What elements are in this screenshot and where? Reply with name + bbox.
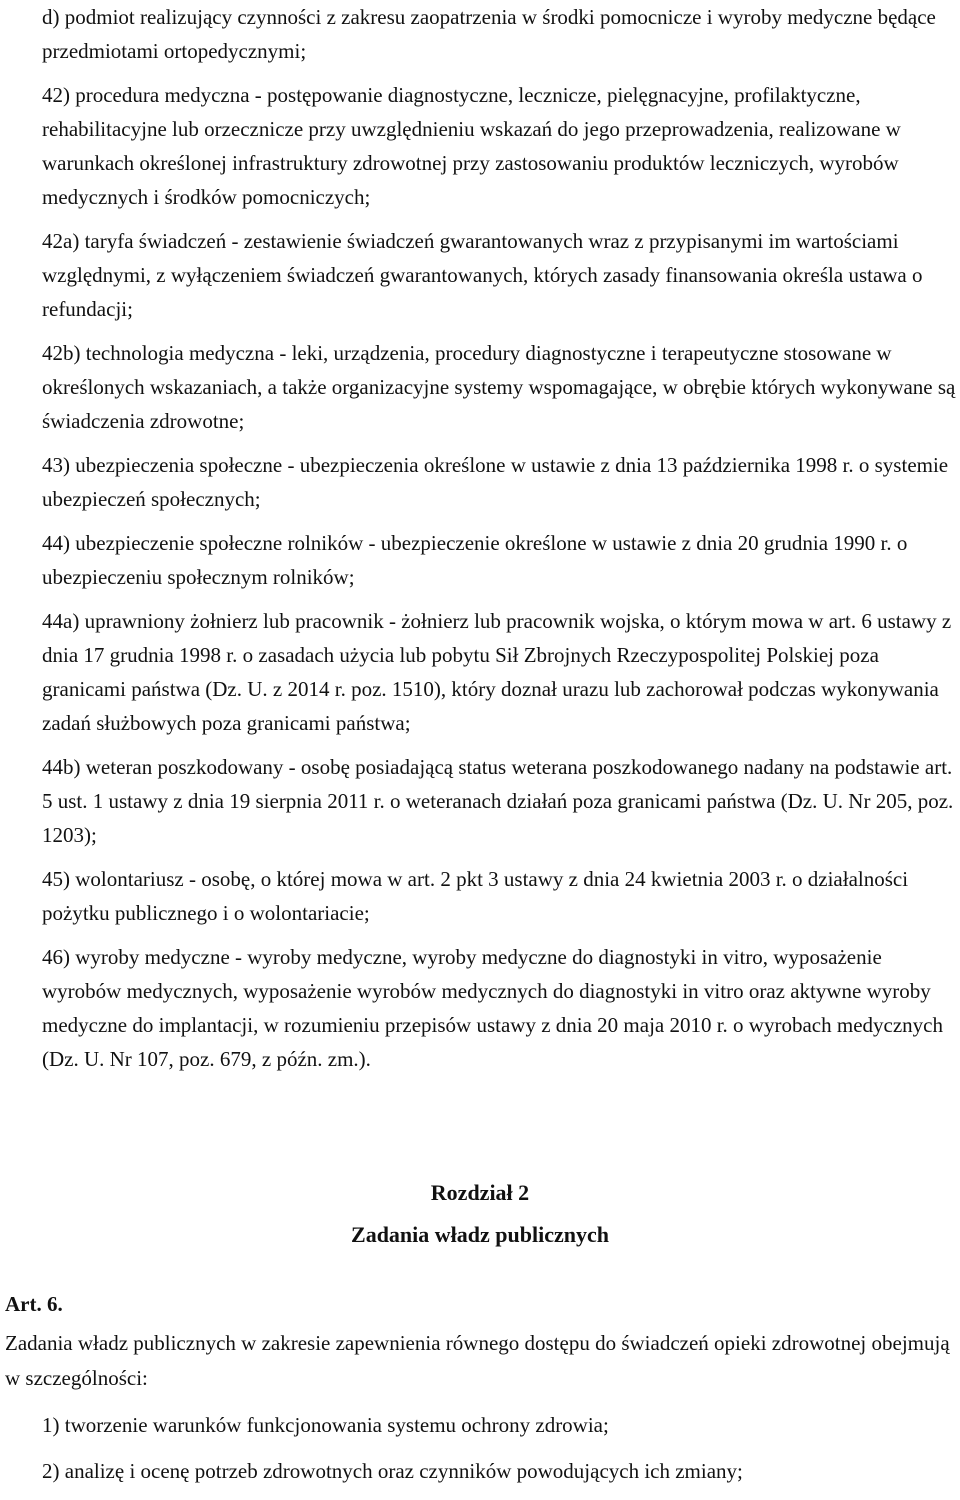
definitions-list xyxy=(42,0,957,1086)
definition-item-44b: 44b) weteran poszkodowany - osobę posiadającą status weterana poszkodowanego nadany na podstawie art. 5 ust. 1 ustawy z dnia 19 sierpnia 2011 r. o weteranach działań poza granicami państwa (Dz. U. Nr 205, poz. 1203); xyxy=(42,755,954,847)
definition-item-d: d) podmiot realizujący czynności z zakresu zaopatrzenia w środki pomocnicze i wyroby medyczne będące przedmiotami ortopedycznymi; xyxy=(42,5,936,63)
definition-item-45: 45) wolontariusz - osobę, o której mowa w art. 2 pkt 3 ustawy z dnia 24 kwietnia 2003 r. o działalności pożytku publicznego i o wolontariacie; xyxy=(42,867,909,925)
chapter-title: Zadania władz publicznych xyxy=(351,1222,609,1247)
article-item-2: 2) analizę i ocenę potrzeb zdrowotnych oraz czynników powodujących ich zmiany; xyxy=(42,1459,743,1483)
definition-item-42: 42) procedura medyczna - postępowanie diagnostyczne, lecznicze, pielęgnacyjne, profilaktyczne, rehabilitacyjne lub orzecznicze przy uwzględnieniu wskazań do jego przeprowadzenia, realizowane w warunkach określonej infrastruktury zdrowotnej przy zastosowaniu produktów leczniczych, wyrobów medycznych i środków pomocniczych; xyxy=(42,83,901,209)
definition-item-42a: 42a) taryfa świadczeń - zestawienie świadczeń gwarantowanych wraz z przypisanymi im wartościami względnymi, z wyłączeniem świadczeń gwarantowanych, których zasady finansowania określa ustawa o refundacji; xyxy=(42,229,923,321)
article-heading: Art. 6. xyxy=(5,1292,63,1316)
article-6 xyxy=(5,1290,955,1500)
definition-item-42b: 42b) technologia medyczna - leki, urządzenia, procedury diagnostyczne i terapeutyczne stosowane w określonych wskazaniach, a także organizacyjne systemy wspomagające, w obrębie których wykonywane są świadczenia zdrowotne; xyxy=(42,341,956,433)
chapter-number: Rozdział 2 xyxy=(430,1180,530,1205)
definition-item-44a: 44a) uprawniony żołnierz lub pracownik - żołnierz lub pracownik wojska, o którym mowa w art. 6 ustawy z dnia 17 grudnia 1998 r. o zasadach użycia lub pobytu Sił Zbrojnych Rzeczypospolitej Polskiej poza granicami państwa (Dz. U. z 2014 r. poz. 1510), który doznał urazu lub zachorował podczas wykonywania zadań służbowych poza granicami państwa; xyxy=(42,609,952,735)
definition-item-44: 44) ubezpieczenie społeczne rolników - ubezpieczenie określone w ustawie z dnia 20 grudnia 1990 r. o ubezpieczeniu społecznym rolników; xyxy=(42,531,908,589)
article-intro: Zadania władz publicznych w zakresie zapewnienia równego dostępu do świadczeń opieki zdrowotnej obejmują w szczególności: xyxy=(5,1331,950,1390)
article-item-1: 1) tworzenie warunków funkcjonowania systemu ochrony zdrowia; xyxy=(42,1413,609,1437)
article-items xyxy=(5,1408,955,1488)
definition-item-46: 46) wyroby medyczne - wyroby medyczne, wyroby medyczne do diagnostyki in vitro, wyposażenie wyrobów medycznych, wyposażenie wyrobów medycznych do diagnostyki in vitro oraz aktywne wyroby medyczne do implantacji, w rozumieniu przepisów ustawy z dnia 20 maja 2010 r. o wyrobach medycznych (Dz. U. Nr 107, poz. 679, z późn. zm.). xyxy=(42,945,943,1071)
definition-item-43: 43) ubezpieczenia społeczne - ubezpieczenia określone w ustawie z dnia 13 października 1998 r. o systemie ubezpieczeń społecznych; xyxy=(42,453,949,511)
